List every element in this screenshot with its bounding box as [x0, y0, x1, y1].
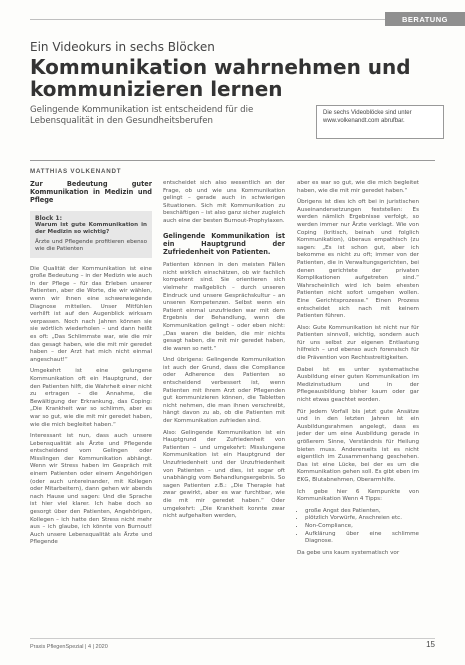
paragraph: Für jedem Vorfall bis jetzt gute Ansätze und in den letzten Jahren ist ein Ausbildungsrahmen angelegt, dass es jeder der um eine Ausbildung gerade in größerem Sinne, Verständnis für Heilung bieten muss. Andererseits ist es nicht eigentlich im Zusammenhang geschehen. Das ist eine Lücke, bei der es um die Kommunikation gehen soll. Es gibt eben im EKG, Blutabnehmen, Oberarmhilfe.: [297, 408, 419, 483]
paragraph: Dabei ist es unter systematische Ausbildung einer guten Kommunikation im Medizinstudium und in der Pflegeausbildung bisher kaum oder gar nicht etwas geachtet worden.: [297, 366, 419, 404]
info-box: Die sechs Videoblöcke sind unter www.volkenandt.com abrufbar.: [316, 105, 444, 139]
paragraph: Umgekehrt ist eine gelungene Kommunikation oft ein Hauptgrund, der den Patienten hilft, die Wahrheit einer nicht zu ertragen – die Annahme, die Bewältigung der Erkrankung, das Coping: „Die Krankheit war so schlimm, aber es war so gut, wie die mit mir geredet haben, wie die mich begleitet haben.“: [30, 368, 152, 428]
column-2-subhead: Gelingende Kommunikation ist ein Hauptgrund der Zufriedenheit von Patienten.: [163, 231, 285, 256]
rubric-label: BERATUNG: [385, 12, 465, 26]
paragraph: Also: Gelingende Kommunikation ist ein Hauptgrund der Zufriedenheit von Patienten – und umgekehrt: Misslungene Kommunikation ist ein Hauptgrund der Unzufriedenheit und der Unzufriedenheit von Patienten – und dies, ist sogar oft unabhängig vom Behandlungsergebnis. So sagen Patienten z.B.: „Die Therapie hat zwar gewirkt, aber es war furchtbar, wie die mit mir geredet haben.“ Oder umgekehrt: „Die Krankheit konnte zwar nicht aufgehalten werden,: [163, 429, 285, 520]
paragraph: entscheidet sich also wesentlich an der Frage, ob und wie uns Kommunikation gelingt – gerade auch in schwierigen Situationen. Sich mit Kommunikation zu beschäftigen – ist also ganz sicher zugleich auch eine der besten Burnout-Prophylaxen.: [163, 180, 285, 224]
block-label: Block 1:: [35, 214, 62, 222]
lead-text: Gelingende Kommunikation ist entscheidend für die Lebensqualität in den Gesundheitsberufen: [30, 105, 254, 126]
block-question: Warum ist gute Kommunikation in der Medizin so wichtig?: [35, 222, 147, 236]
paragraph: Und übrigens: Gelingende Kommunikation ist auch der Grund, dass die Compliance oder Adherence des Patienten so entscheidend verbessert ist, wenn Patienten mit ihrem Arzt oder Pflegenden gut kommunizieren können, die Tabletten nicht nehmen, die man ihnen verschreibt, hängt davon zu ab, ob die Patienten mit der Kommunikation zufrieden sind.: [163, 357, 285, 425]
list-item: • plötzlich Vorwürfe, Anschreien etc.: [305, 515, 419, 523]
list-item: • große Angst des Patienten,: [305, 508, 419, 516]
paragraph: Da gebe uns kaum systematisch vor: [297, 549, 400, 556]
block-box: [30, 211, 152, 258]
paragraph: aber es war so gut, wie die mich begleitet haben, wie die mit mir geredet haben.“: [297, 180, 419, 194]
column-3: [297, 180, 419, 561]
paragraph: Patienten können in den meisten Fällen nicht wirklich einschätzen, ob wir fachlich kompetent sind. Sie orientieren sich vielmehr maßgeblich – durch unseren Eindruck und unsere Gesprächskultur – an unseren Kompetenzen. Selbst wenn ein Patient einmal unzufrieden war mit dem Ergebnis der Behandlung, wenn die Kommunikation gelingt – oder eben nicht: „Das waren die beiden, die mir nichts gesagt haben, die mit mir geredet haben, die waren so nett.“: [163, 262, 285, 352]
list-item: • Aufklärung über eine schlimme Diagnose.: [305, 531, 419, 546]
headline: Kommunikation wahrnehmen und kommunizieren lernen: [30, 55, 411, 101]
paragraph: Ich gebe hier 6 Kernpunkte von Kommunikation Wenn 4 Tipps:: [297, 488, 419, 503]
footer-line: [30, 638, 435, 639]
paragraph: Die Qualität der Kommunikation ist eine große Bedeutung – in der Medizin wie auch in der Pflege – für das Erleben unserer Patienten, aber die Worte, die wir wählen, wenn wir ihnen eine schwerwiegende Diagnose mitteilen. Unser Mitfühlen verhilft ist auf den Augenblick wirksam verpassen. Noch nach Jahren können sie sie wörtlich wiederholen – und dann heißt es oft: „Das Schlimmste war, wie die mir das gesagt haben, wie die mit mir geredet haben – der Arzt hat mich nicht einmal angeschaut!“: [30, 265, 152, 363]
divider: [30, 160, 435, 161]
column-2: [163, 180, 285, 525]
footer-publication: Praxis PflegenSpezial | 4 | 2020: [30, 644, 108, 650]
column-1-subhead: Zur Bedeutung guter Kommunikation in Medizin und Pflege: [30, 180, 152, 205]
kicker: Ein Videokurs in sechs Blöcken: [30, 40, 215, 54]
bullet-list: [297, 508, 419, 546]
page-number: 15: [426, 640, 435, 649]
paragraph: Also: Gute Kommunikation ist nicht nur für Patienten sinnvoll, wichtig, sondern auch für uns selbst zur eigenen Entlastung hilfreich – und ebenso auch forensisch für die Prävention von Rechtsstreitigkeiten.: [297, 324, 419, 362]
list-item: • Non-Compliance,: [305, 523, 419, 531]
author-name: MATTHIAS VOLKENANDT: [30, 168, 122, 175]
column-1: [30, 180, 152, 551]
rubric-line: [30, 19, 385, 20]
paragraph: Übrigens ist dies ich oft bei in juristischen Auseinandersetzungen feststellen: Es werden nämlich Ergebnisse verfolgt, so werden immer nur Ärzte verklagt. Wie von Coping (kritisch, beinah und folglich Kommunikation), überaus empathisch (zu sagen: „Es ist schon gut, aber ich bekomme es nicht zu oft; immer von der Patienten, die in Verwaltungsgerichten, bei denen gerichtete der privaten Komplikationen aufgetreten sind.“ Wahrscheinlich wird ich beim ehesten Patienten nicht sofort umgehen wollen. Eine Gerichtsprozesse.“ Einen Prozess entscheidet sich nach mit keinem Patienten führen.: [297, 199, 419, 320]
block-text: Ärzte und Pflegende profitieren ebenso wie die Patienten: [35, 238, 147, 253]
paragraph: Interessant ist nun, dass auch unsere Lebensqualität als Ärzte und Pflegende entscheidend vom Gelingen oder Misslingen der Kommunikation abhängt. Wenn wir Stress haben im Gespräch mit einem Patienten oder einem Angehörigen (oder auch untereinander, mit Kollegen oder Mitarbeitern), dann gehen wir abends nach Hause und sagen: Und die Sprache ist hier viel klarer. Ich habe doch so gesorgt über den Patienten, Angehörigen, Kollegen – ich hatte den Stress nicht mehr aus – ich glaube, ich könnte von Burnout! Auch unsere Lebensqualität als Ärzte und Pflegende: [30, 433, 152, 546]
